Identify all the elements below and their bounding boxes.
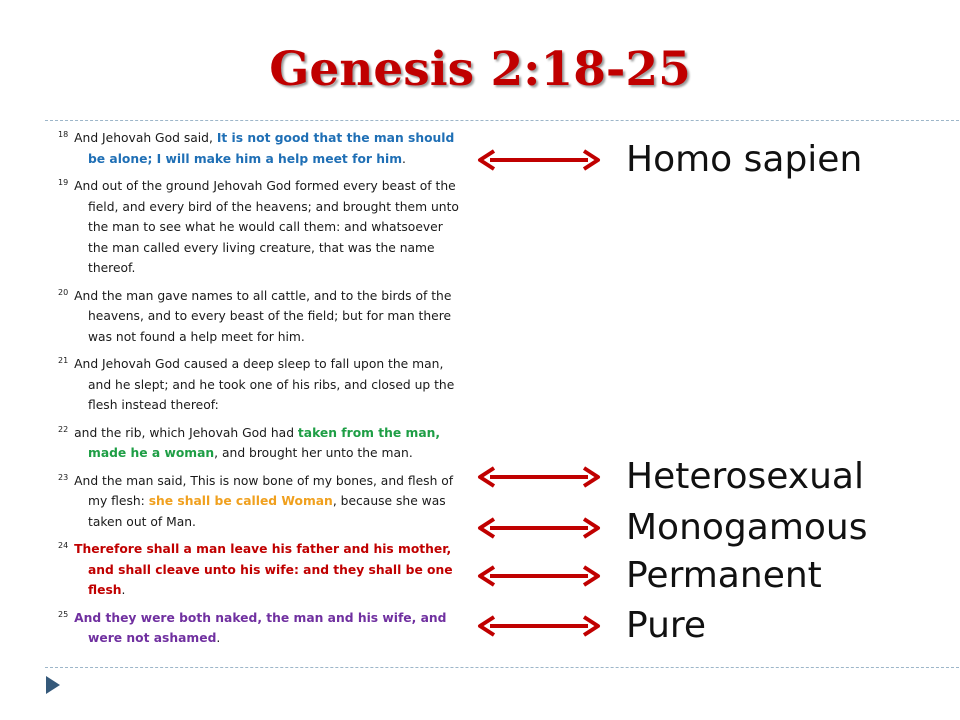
verse-text: And Jehovah God said, [74, 131, 217, 145]
double-headed-arrow-icon [476, 615, 602, 637]
triangle-bullet-icon [46, 676, 60, 694]
verse-number: 25 [58, 609, 69, 619]
verse-22 [58, 423, 466, 464]
verse-19 [58, 176, 466, 279]
verse-number: 24 [58, 541, 69, 550]
verse-text: and the rib, which Jehovah God had [74, 425, 298, 440]
verse-text: And the man said, This is now bone of my bones, and flesh of my flesh: [74, 473, 454, 508]
verse-text: And out of the ground Jehovah God formed every beast of the field, and every bird of the heavens; and brought them unto the man to see what he would call them: and whatsoever the man called every living creature, that was the name thereof. [74, 179, 459, 275]
verse-text: . [402, 151, 406, 166]
term-monogamous: Monogamous [626, 507, 868, 548]
double-headed-arrow-icon [476, 517, 602, 539]
term-heterosexual: Heterosexual [626, 456, 864, 497]
verse-text: , because she was taken out of Man. [88, 494, 446, 529]
verse-text: . [121, 583, 126, 597]
verse-number: 19 [58, 178, 69, 187]
verse-number: 21 [58, 356, 69, 365]
top-divider [45, 120, 960, 121]
highlight-green: taken from the man, made he a woman [88, 425, 441, 460]
highlight-purple: And they were both naked, the man and his wife, and were not ashamed [74, 610, 447, 645]
verse-24 [58, 539, 466, 601]
double-headed-arrow-icon [476, 466, 602, 488]
highlight-blue: It is not good that the man should be alone; I will make him a help meet for him [88, 131, 455, 166]
verse-number: 23 [58, 472, 69, 482]
bottom-divider [45, 667, 960, 668]
scripture-passage [58, 128, 466, 656]
verse-25 [58, 608, 466, 649]
double-headed-arrow-icon [476, 565, 602, 587]
double-headed-arrow-icon [476, 149, 602, 171]
verse-number: 22 [58, 424, 69, 434]
term-homo-sapien: Homo sapien [626, 139, 863, 180]
verse-23 [58, 471, 466, 533]
verse-20 [58, 286, 466, 348]
verse-text: And the man gave names to all cattle, and to the birds of the heavens, and to every beast of the field; but for man there was not found a help meet for him. [74, 288, 452, 344]
verse-text: And Jehovah God caused a deep sleep to fall upon the man, and he slept; and he took one of his ribs, and closed up the flesh instead thereof: [74, 357, 455, 412]
term-permanent: Permanent [626, 555, 822, 596]
verse-21 [58, 354, 466, 416]
verse-number: 20 [58, 287, 69, 297]
verse-number: 18 [58, 130, 69, 139]
verse-text: . [216, 631, 221, 645]
term-pure: Pure [626, 605, 707, 646]
highlight-orange: she shall be called Woman [148, 494, 333, 508]
verse-text: , and brought her unto the man. [214, 446, 413, 460]
verse-18 [58, 128, 466, 169]
slide-title: Genesis 2:18-25 [269, 42, 691, 97]
highlight-red: Therefore shall a man leave his father and his mother, and shall cleave unto his wife: and they shall be one flesh [74, 542, 453, 597]
